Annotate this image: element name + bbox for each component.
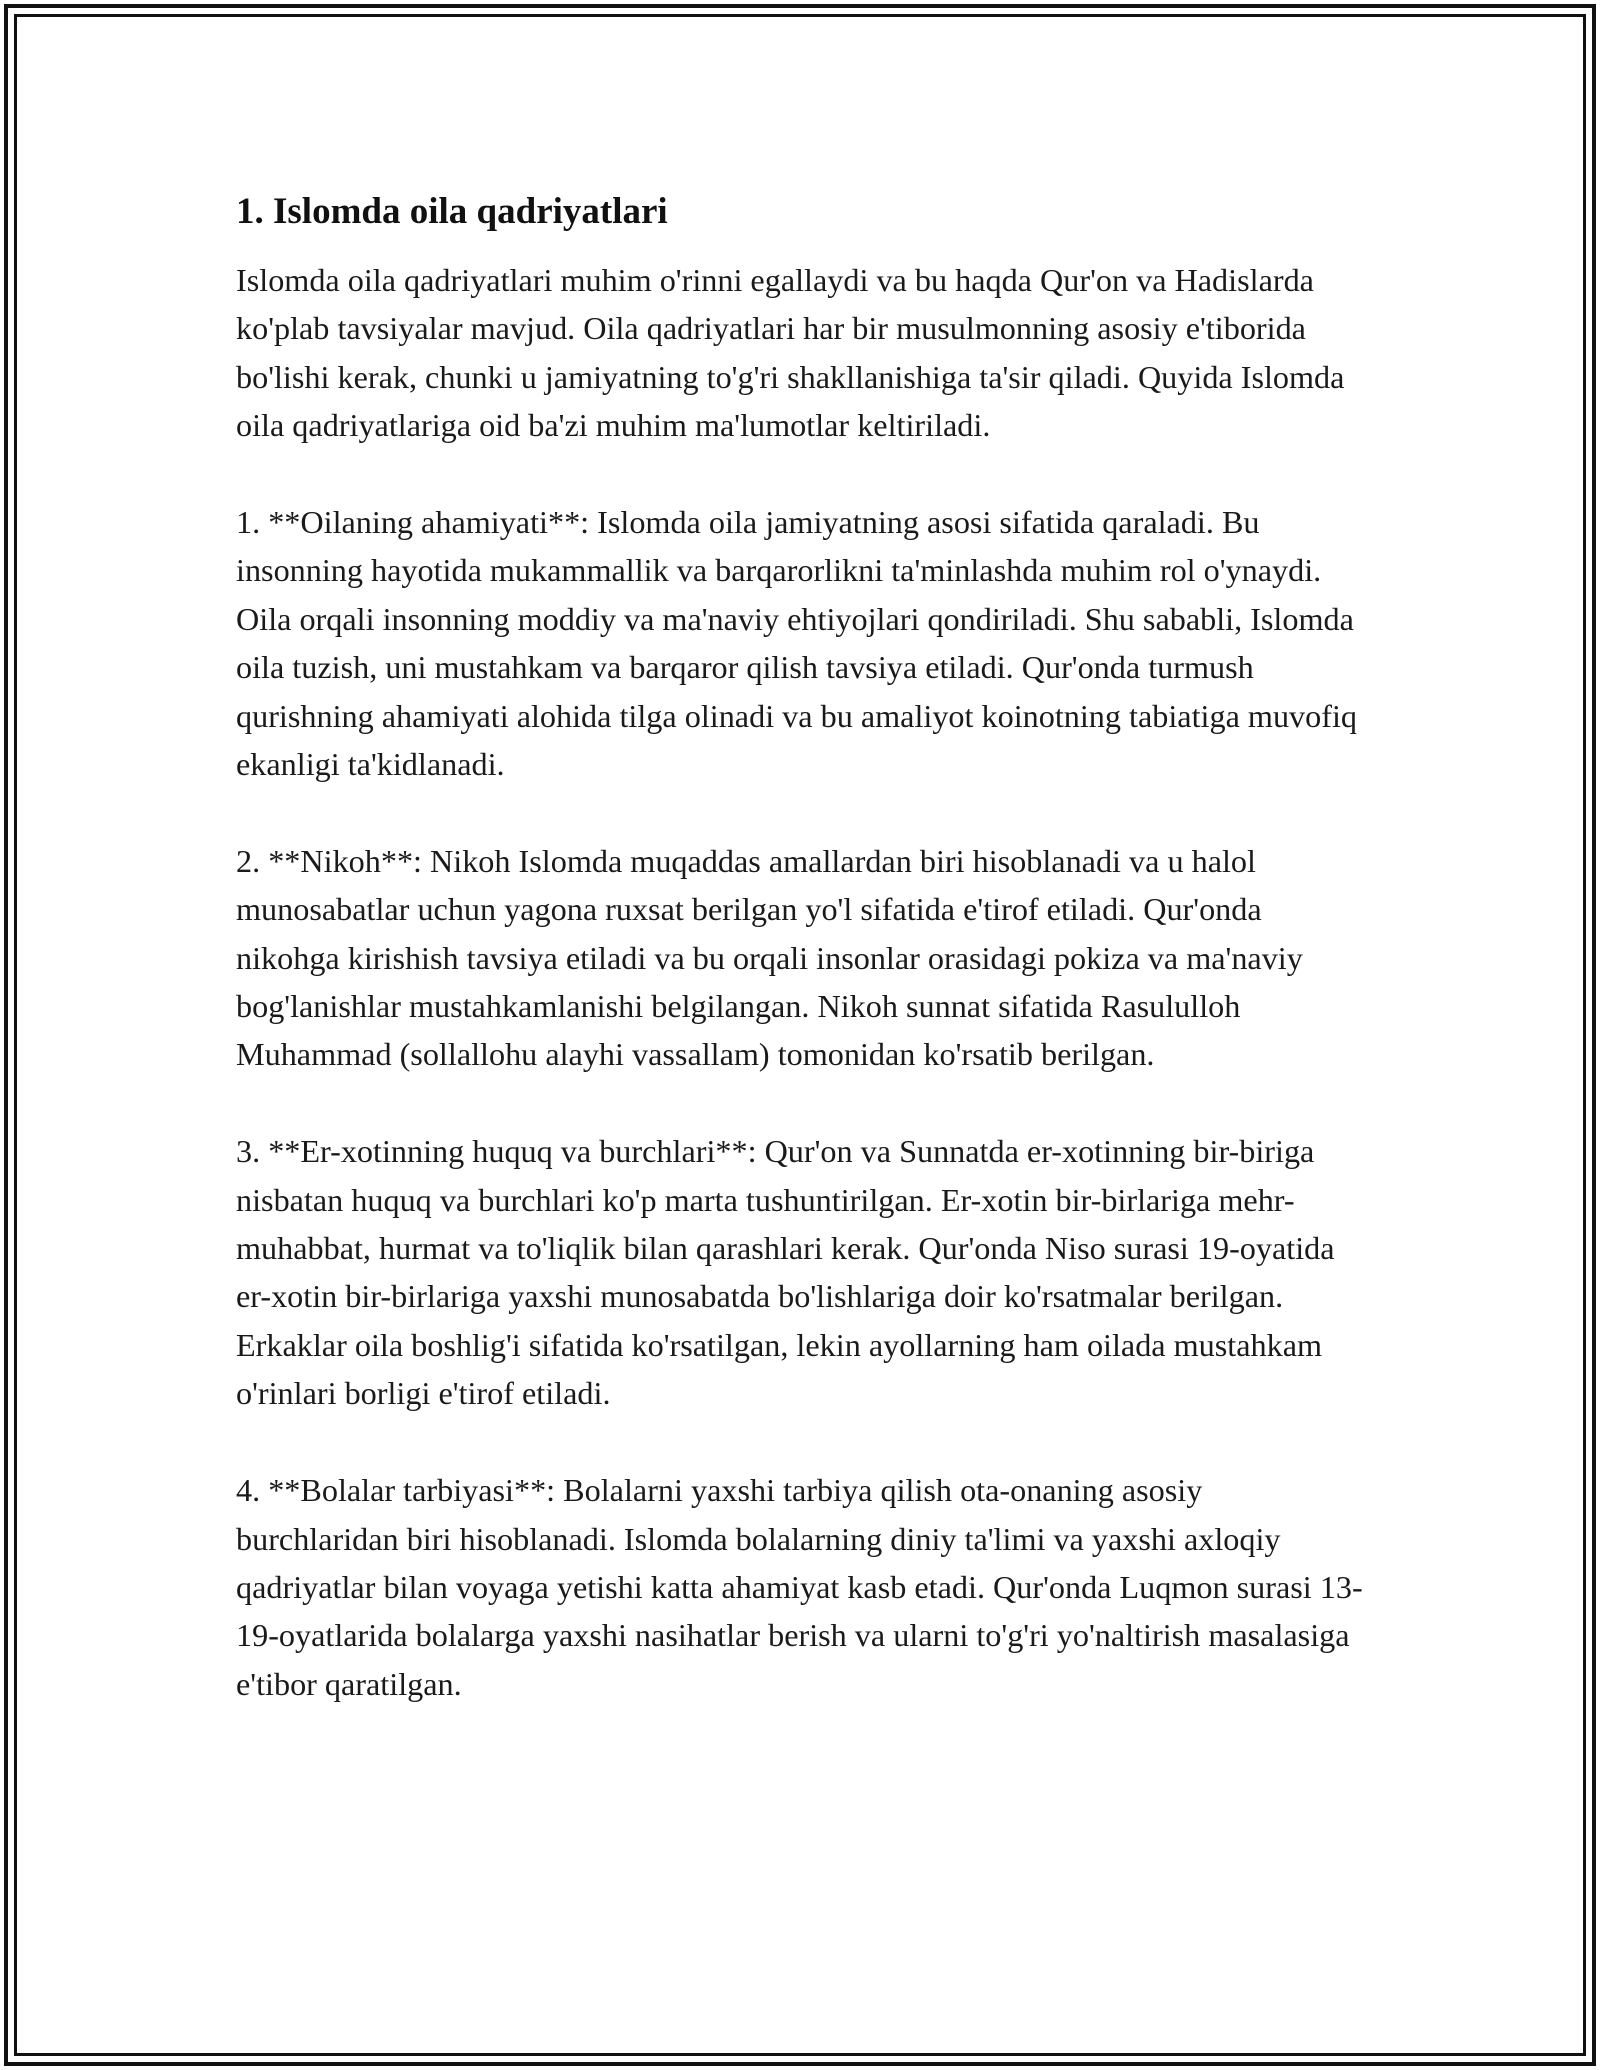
paragraph-marriage: 2. **Nikoh**: Nikoh Islomda muqaddas amallardan biri hisoblanadi va u halol munosabatlar uchun yagona ruxsat berilgan yo'l sifatida e'tirof etiladi. Qur'onda nikohga kirishish tavsiya etiladi va bu orqali insonlar orasidagi pokiza va ma'naviy bog'lanishlar mustahkamlanishi belgilangan. Nikoh sunnat sifatida Rasululloh Muhammad (sollallohu alayhi vassallam) tomonidan ko'rsatib berilgan.: [236, 842, 1303, 1073]
paragraph-child-upbringing: 4. **Bolalar tarbiyasi**: Bolalarni yaxshi tarbiya qilish ota-onaning asosiy burchlaridan biri hisoblanadi. Islomda bolalarning diniy ta'limi va yaxshi axloqiy qadriyatlar bilan voyaga yetishi katta ahamiyat kasb etadi. Qur'onda Luqmon surasi 13-19-oyatlarida bolalarga yaxshi nasihatlar berish va ularni to'g'ri yo'naltirish masalasiga e'tibor qaratilgan.: [236, 1472, 1363, 1702]
paragraph-family-importance: 1. **Oilaning ahamiyati**: Islomda oila jamiyatning asosi sifatida qaraladi. Bu insonning hayotida mukammallik va barqarorlikni ta'minlashda muhim rol o'ynaydi. Oila orqali insonning moddiy va ma'naviy ehtiyojlari qondiriladi. Shu sababli, Islomda oila tuzish, uni mustahkam va barqaror qilish tavsiya etiladi. Qur'onda turmush qurishning ahamiyati alohida tilga olinadi va bu amaliyot koinotning tabiatiga muvofiq ekanligi ta'kidlanadi.: [236, 504, 1357, 783]
document-body: [236, 188, 1366, 1708]
paragraph-spouse-rights: 3. **Er-xotinning huquq va burchlari**: Qur'on va Sunnatda er-xotinning bir-biriga nisbatan huquq va burchlari ko'p marta tushuntirilgan. Er-xotin bir-birlariga mehr-muhabbat, hurmat va to'liqlik bilan qarashlari kerak. Qur'onda Niso surasi 19-oyatida er-xotin bir-birlariga yaxshi munosabatda bo'lishlariga doir ko'rsatmalar berilgan. Erkaklar oila boshlig'i sifatida ko'rsatilgan, lekin ayollarning ham oilada mustahkam o'rinlari borligi e'tirof etiladi.: [236, 1133, 1335, 1412]
intro-paragraph: Islomda oila qadriyatlari muhim o'rinni egallaydi va bu haqda Qur'on va Hadislarda ko'plab tavsiyalar mavjud. Oila qadriyatlari har bir musulmonning asosiy e'tiborida bo'lishi kerak, chunki u jamiyatning to'g'ri shakllanishiga ta'sir qiladi. Quyida Islomda oila qadriyatlariga oid ba'zi muhim ma'lumotlar keltiriladi.: [236, 262, 1345, 444]
section-heading: 1. Islomda oila qadriyatlari: [236, 191, 668, 232]
